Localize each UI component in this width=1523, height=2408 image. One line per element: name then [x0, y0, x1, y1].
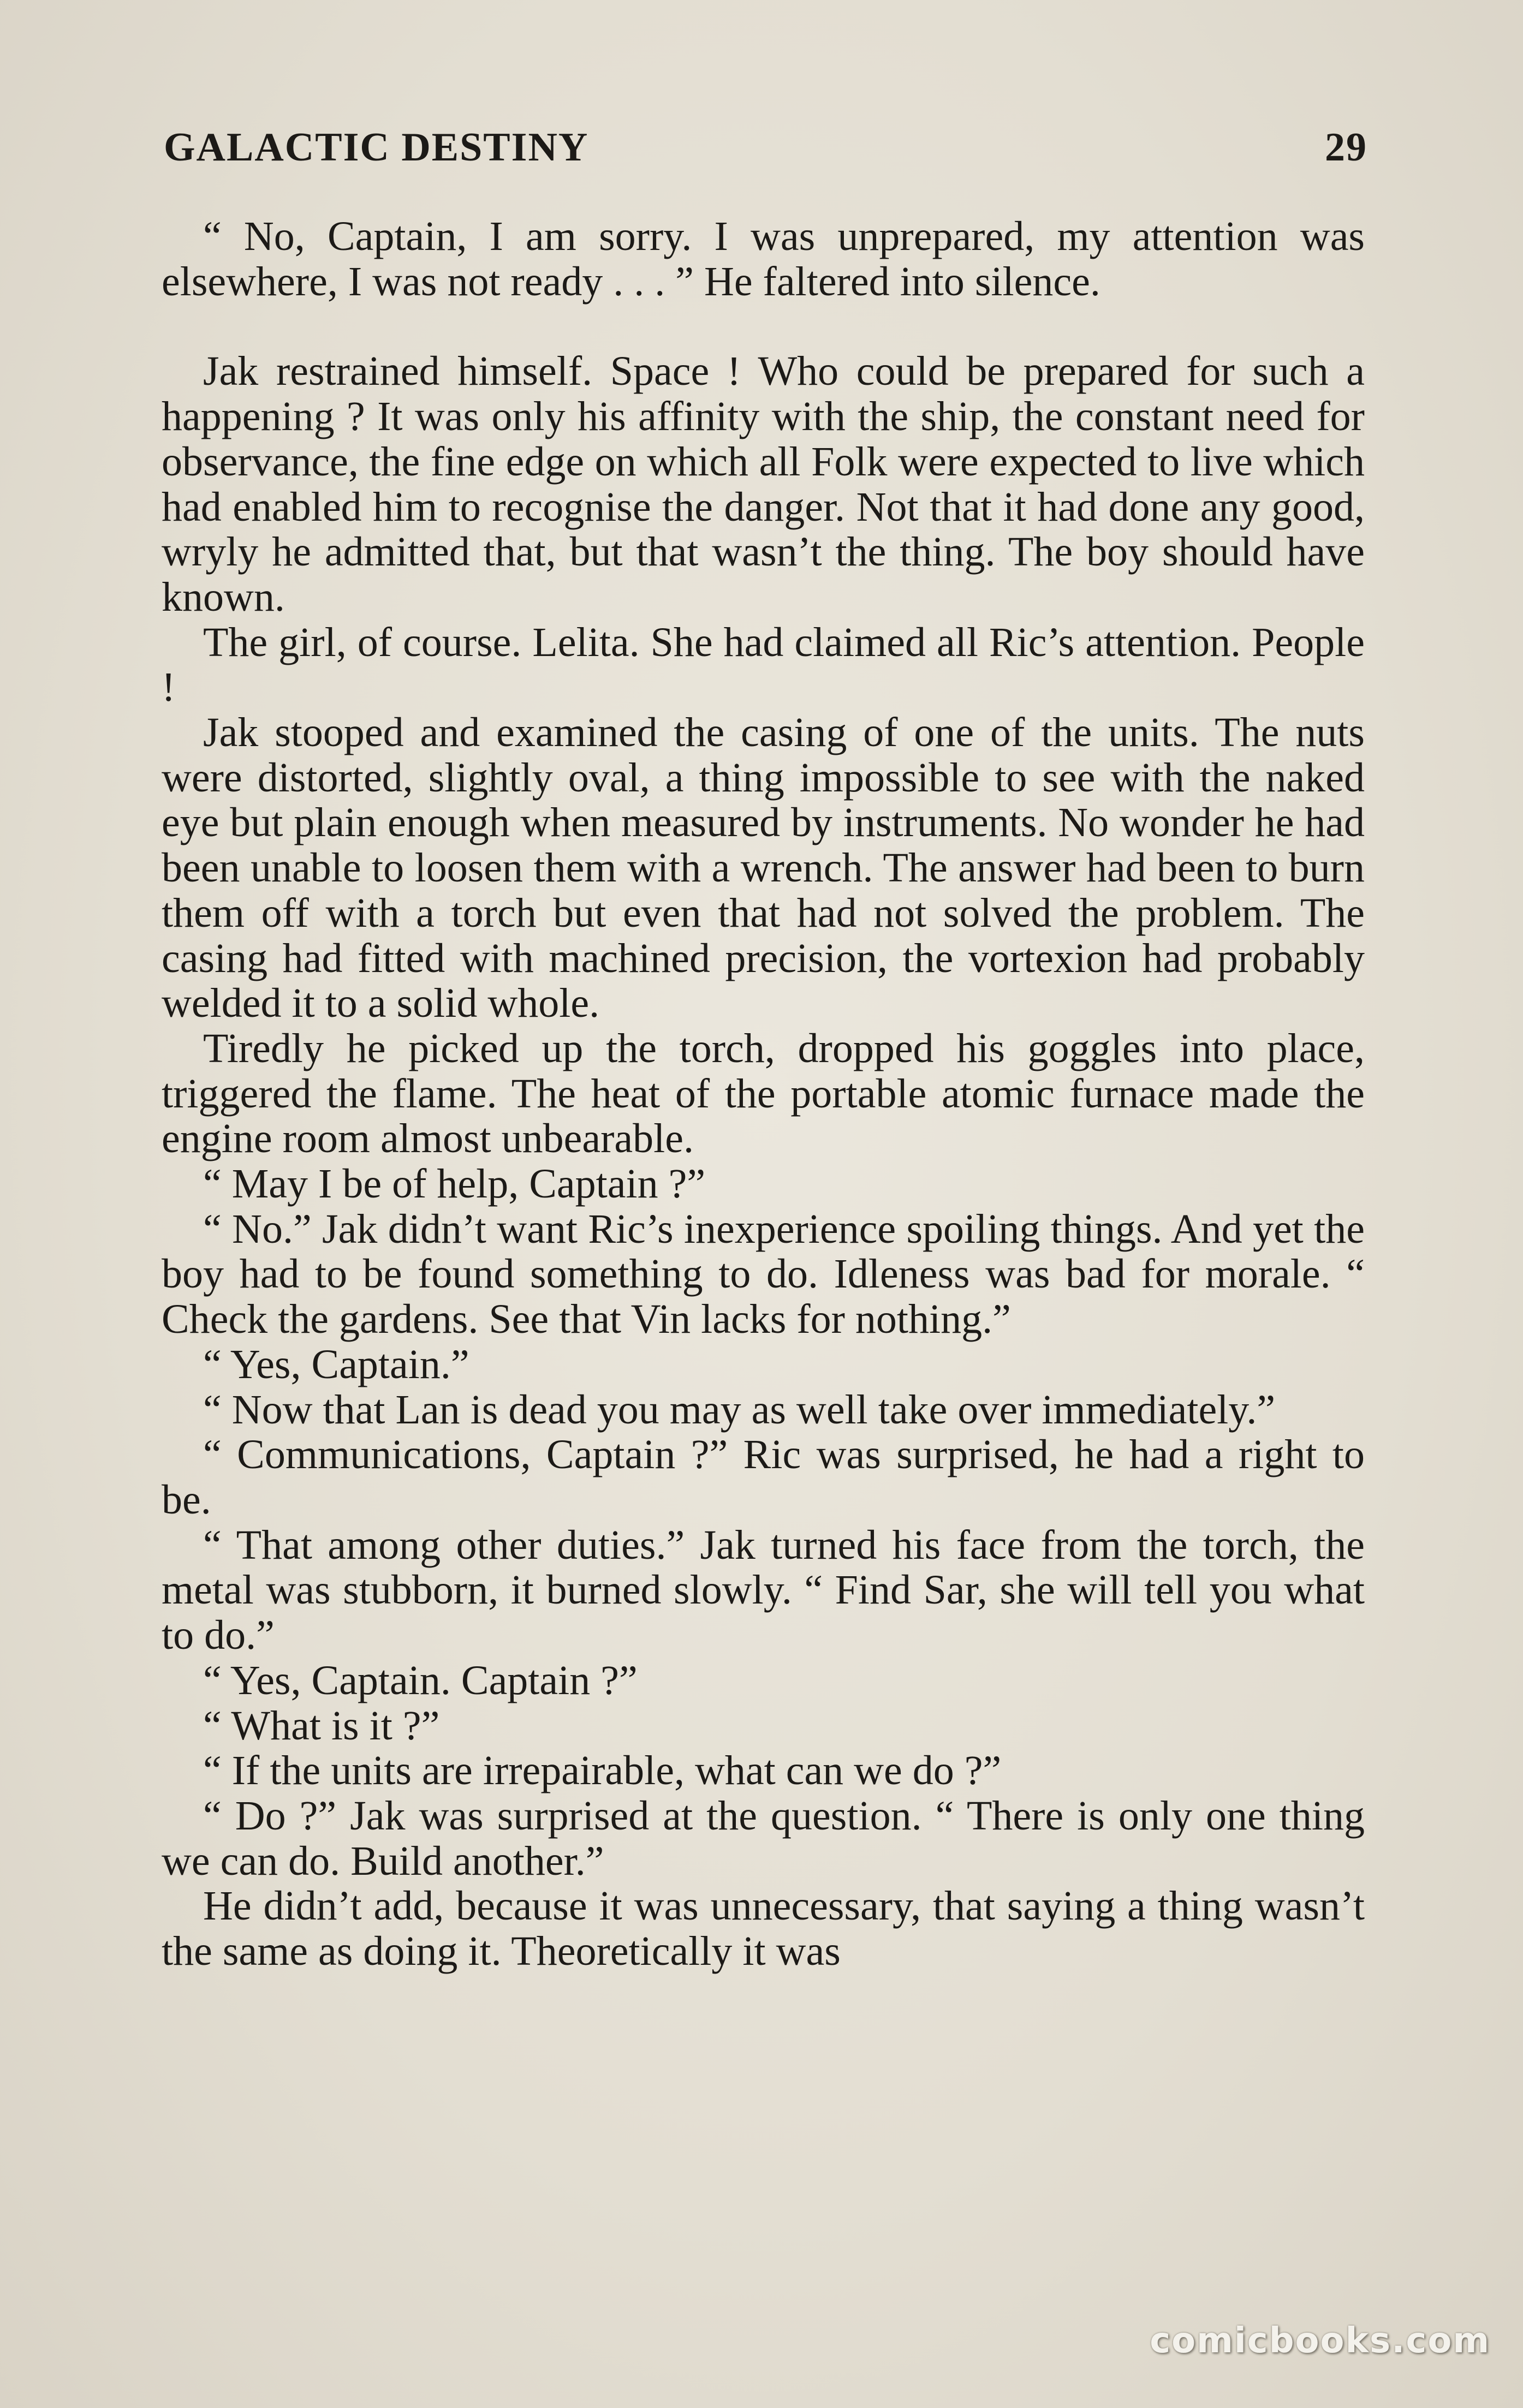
paragraph: “ If the units are irrepairable, what can we do ?”: [203, 1748, 1002, 1794]
paragraph: “ Do ?” Jak was surprised at the question. “ There is only one thing we can do. Build another.”: [162, 1792, 1365, 1884]
paragraph: “ That among other duties.” Jak turned his face from the torch, the metal was stubborn, it burned slowly. “ Find Sar, she will tell you what to do.”: [162, 1522, 1365, 1659]
paragraph: “ No.” Jak didn’t want Ric’s inexperience spoiling things. And yet the boy had to be found something to do. Idleness was bad for morale. “ Check the gardens. See that Vin lacks for nothing.”: [162, 1206, 1365, 1343]
paragraph: Tiredly he picked up the torch, dropped his goggles into place, triggered the flame. The heat of the portable atomic furnace made the engine room almost unbearable.: [162, 1025, 1365, 1162]
paragraph: “ Communications, Captain ?” Ric was surprised, he had a right to be.: [162, 1432, 1365, 1523]
paragraph: “ Yes, Captain.”: [203, 1341, 469, 1387]
paragraph: Jak restrained himself. Space ! Who could be prepared for such a happening ? It was only his affinity with the ship, the constant need for observance, the fine edge on which all Folk were expected to live which had enabled him to recognise the danger. Not that it had done any good, wryly he admitted that, but that wasn’t the thing. The boy should have known.: [162, 348, 1365, 620]
paragraph: Jak stooped and examined the casing of one of the units. The nuts were distorted, slightly oval, a thing impossible to see with the naked eye but plain enough when measured by instruments. No wonder he had been unable to loosen them with a wrench. The answer had been to burn them off with a torch but even that had not solved the problem. The casing had fitted with machined precision, the vortexion had probably welded it to a solid whole.: [162, 710, 1365, 1027]
paragraph: “ Yes, Captain. Captain ?”: [203, 1657, 638, 1703]
paragraph: “ May I be of help, Captain ?”: [203, 1161, 706, 1207]
paragraph: He didn’t add, because it was unnecessary, that saying a thing wasn’t the same as doing it. Theoretically it was: [162, 1883, 1365, 1975]
paragraph: “ Now that Lan is dead you may as well take over immediately.”: [203, 1386, 1276, 1433]
page-number: 29: [1325, 125, 1367, 170]
watermark: comicbooks.com: [1150, 2321, 1490, 2361]
paragraph: The girl, of course. Lelita. She had claimed all Ric’s attention. People !: [162, 619, 1365, 711]
paragraph: “ What is it ?”: [203, 1702, 440, 1749]
running-head: [164, 124, 1367, 177]
book-title: GALACTIC DESTINY: [164, 125, 589, 170]
paragraph: “ No, Captain, I am sorry. I was unprepared, my attention was elsewhere, I was not ready . . . ” He faltered into silence.: [162, 213, 1365, 305]
body-text: [162, 214, 1365, 1974]
